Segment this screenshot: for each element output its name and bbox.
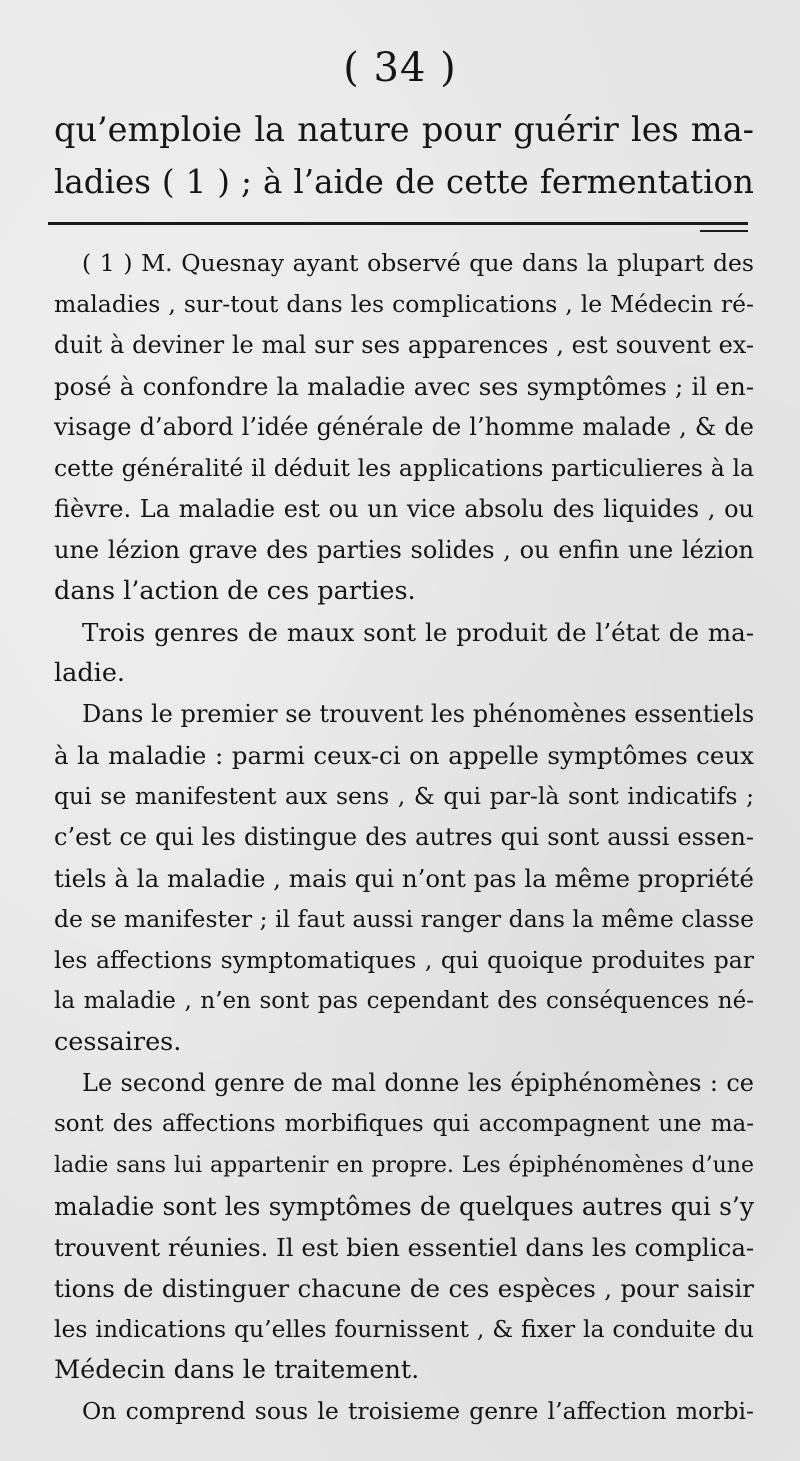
footnote-line: dans l’action de ces parties. xyxy=(54,576,416,606)
footnote-line: une lézion grave des parties solides , ou enfin une lézion xyxy=(54,536,754,564)
footnote-line: sont des affections morbifiques qui accompagnent une ma- xyxy=(54,1111,754,1137)
footnote-line: qui se manifestent aux sens , & qui par-là sont indicatifs ; xyxy=(54,782,754,810)
footnote-line: On comprend sous le troisieme genre l’affection morbi- xyxy=(82,1397,754,1425)
footnote-line: duit à deviner le mal sur ses apparences , est souvent ex- xyxy=(54,331,754,359)
footnote-line: ladie. xyxy=(54,658,126,688)
footnote-line: ( 1 ) M. Quesnay ayant observé que dans la plupart des xyxy=(82,249,754,277)
main-text-line: qu’emploie la nature pour guérir les ma- xyxy=(54,110,754,149)
footnote-line: Trois genres de maux sont le produit de l’état de ma- xyxy=(82,618,754,647)
footnote-line: Le second genre de mal donne les épiphénomènes : ce xyxy=(82,1069,754,1097)
footnote-line: les indications qu’elles fournissent , & fixer la conduite du xyxy=(54,1315,754,1343)
footnote xyxy=(54,243,754,1432)
footnote-line: Médecin dans le traitement. xyxy=(54,1355,420,1385)
footnote-line: la maladie , n’en sont pas cependant des conséquences né- xyxy=(54,988,754,1014)
footnote-line: visage d’abord l’idée générale de l’homme malade , & de xyxy=(54,413,754,441)
footnote-line: Dans le premier se trouvent les phénomènes essentiels xyxy=(82,700,754,728)
footnote-line: tiels à la maladie , mais qui n’ont pas la même propriété xyxy=(54,864,754,893)
footnote-line: maladies , sur-tout dans les complications , le Médecin ré- xyxy=(54,290,754,318)
footnote-line: cette généralité il déduit les applications particulieres à la xyxy=(54,454,754,482)
footnote-line: tions de distinguer chacune de ces espèces , pour saisir xyxy=(54,1274,754,1303)
footnote-line: cessaires. xyxy=(54,1027,182,1057)
footnote-line: à la maladie : parmi ceux-ci on appelle symptômes ceux xyxy=(54,741,754,770)
footnote-separator-rule-short xyxy=(700,230,748,232)
footnote-line: fièvre. La maladie est ou un vice absolu des liquides , ou xyxy=(54,495,754,523)
main-text-line: ladies ( 1 ) ; à l’aide de cette fermentation xyxy=(54,163,754,201)
main-text xyxy=(54,104,754,208)
footnote-line: ladie sans lui appartenir en propre. Les épiphénomènes d’une xyxy=(54,1153,754,1178)
footnote-separator-rule xyxy=(48,222,748,225)
footnote-line: posé à confondre la maladie avec ses symptômes ; il en- xyxy=(54,372,754,401)
footnote-line: maladie sont les symptômes de quelques autres qui s’y xyxy=(54,1192,754,1221)
footnote-line: c’est ce qui les distingue des autres qui sont aussi essen- xyxy=(54,823,754,851)
footnote-line: de se manifester ; il faut aussi ranger dans la même classe xyxy=(54,905,754,933)
footnote-line: les affections symptomatiques , qui quoique produites par xyxy=(54,946,754,974)
footnote-line: trouvent réunies. Il est bien essentiel dans les complica- xyxy=(54,1233,754,1262)
page-number: ( 34 ) xyxy=(343,45,457,91)
